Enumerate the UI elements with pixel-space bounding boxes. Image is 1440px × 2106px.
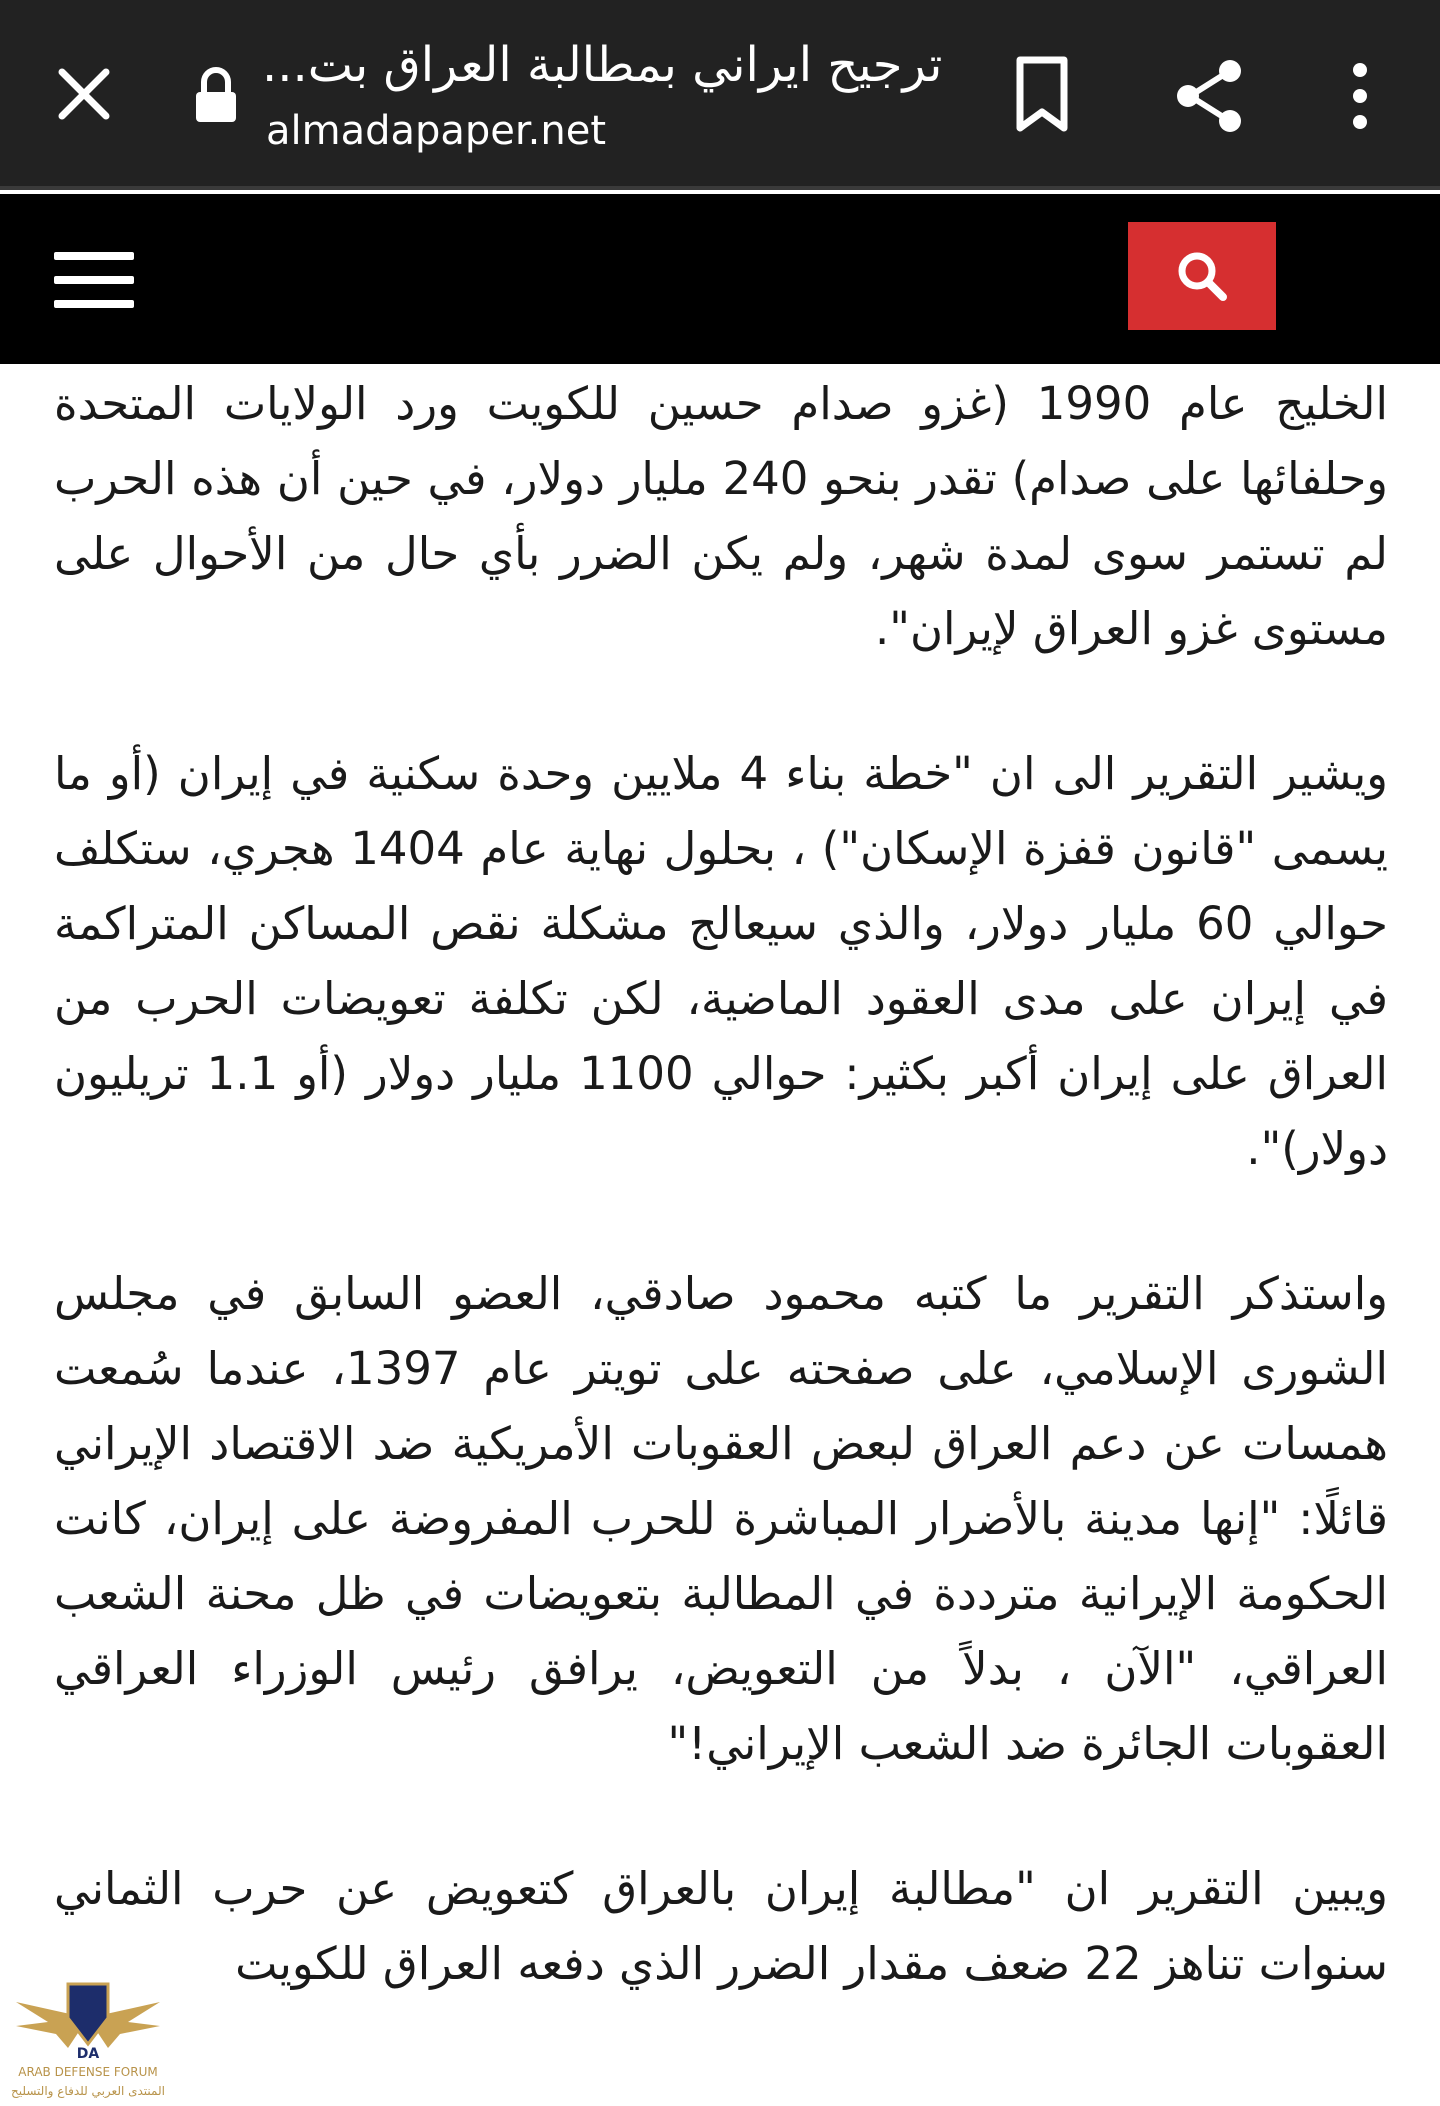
article-paragraph: الخليج عام 1990 (غزو صدام حسين للكويت ورد الولايات المتحدة وحلفائها على صدام) تقدر بنحو 240 مليار دولار، في حين أن هذه الحرب لم تستمر سوى لمدة شهر، ولم يكن الضرر بأي حال من الأحوال على مستوى غزو العراق لإيران". <box>54 377 1388 655</box>
close-icon[interactable] <box>48 58 120 130</box>
browser-toolbar <box>0 0 1440 190</box>
search-icon <box>1174 248 1230 304</box>
page-title[interactable]: ترجيح ايراني بمطالبة العراق بت... <box>262 37 943 93</box>
article-body <box>54 366 1388 2106</box>
search-button[interactable] <box>1128 222 1276 330</box>
watermark-logo <box>8 1978 168 2106</box>
article-paragraph: واستذكر التقرير ما كتبه محمود صادقي، العضو السابق في مجلس الشورى الإسلامي، على صفحته على تويتر عام 1397، عندما سُمعت همسات عن دعم العراق لبعض العقوبات الأمريكية ضد الاقتصاد الإيراني قائلًا: "إنها مدينة بالأضرار المباشرة للحرب المفروضة على إيران، كانت الحكومة الإيرانية مترددة في المطالبة بتعويضات في ظل محنة الشعب العراقي، "الآن ، بدلاً من التعويض، يرافق رئيس الوزراء العراقي العقوبات الجائرة ضد الشعب الإيراني!" <box>54 1267 1388 1770</box>
more-vert-icon[interactable] <box>1336 56 1384 136</box>
article-paragraph: ويبين التقرير ان "مطالبة إيران بالعراق كتعويض عن حرب الثماني سنوات تناهز 22 ضعف مقدار الضرر الذي دفعه العراق للكويت <box>54 1862 1388 1990</box>
share-icon[interactable] <box>1170 56 1250 136</box>
page-url[interactable]: almadapaper.net <box>266 108 607 154</box>
watermark-line2: المنتدى العربي للدفاع والتسليح <box>11 2084 165 2098</box>
hamburger-icon[interactable] <box>54 252 134 308</box>
watermark-logo-text: DA <box>76 2046 100 2062</box>
site-header <box>0 194 1440 364</box>
bookmark-icon[interactable] <box>1010 54 1074 134</box>
article-paragraph: ويشير التقرير الى ان "خطة بناء 4 ملايين وحدة سكنية في إيران (أو ما يسمى "قانون قفزة الإسكان") ، بحلول نهاية عام 1404 هجري، ستكلف حوالي 60 مليار دولار، والذي سيعالج مشكلة نقص المساكن المتراكمة في إيران على مدى العقود الماضية، لكن تكلفة تعويضات الحرب من العراق على إيران أكبر بكثير: حوالي 1100 مليار دولار (أو 1.1 تريليون دولار)". <box>54 747 1388 1175</box>
lock-icon <box>192 62 240 126</box>
watermark-line1: ARAB DEFENSE FORUM <box>18 2065 158 2079</box>
